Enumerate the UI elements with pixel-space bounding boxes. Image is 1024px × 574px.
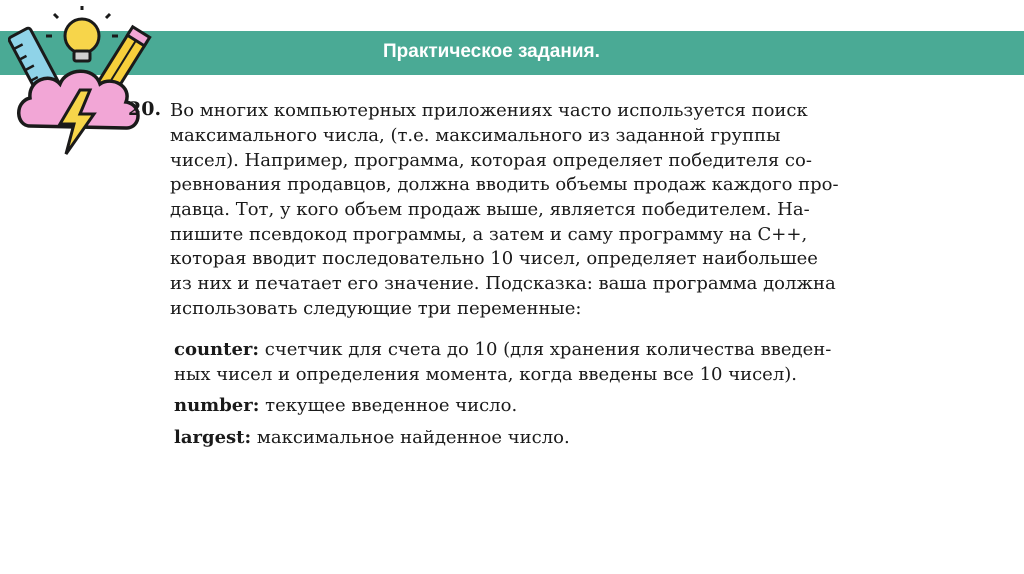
slide-title: Практическое задания. [383,41,600,62]
variable-counter-continued [174,364,797,385]
idea-cloud-icon [8,6,158,158]
task-text-line: максимального числа, (т.е. максимального из заданной группы [170,125,781,146]
variable-description: текущее введенное число. [265,395,518,416]
variable-name: number: [174,395,260,416]
variable-largest [174,427,570,448]
task-text-line: давца. Тот, у кого объем продаж выше, является победителем. На- [170,199,810,220]
task-text-line: из них и печатает его значение. Подсказка: ваша программа должна [170,273,836,294]
task-text-line: ревнования продавцов, должна вводить объемы продаж каждого про- [170,174,839,195]
task-text-line: которая вводит последовательно 10 чисел, определяет наибольшее [170,248,818,269]
variable-counter [174,339,831,360]
variable-name: counter: [174,339,260,360]
task-text-line: чисел). Например, программа, которая определяет победителя со- [170,150,812,171]
task-text-line: Во многих компьютерных приложениях часто используется поиск [170,100,808,121]
variable-number [174,395,517,416]
variable-name: largest: [174,427,252,448]
variable-description: счетчик для счета до 10 (для хранения количества введен- [264,339,832,360]
task-number: 20. [128,98,162,120]
variable-description: ных чисел и определения момента, когда введены все 10 чисел). [174,364,798,385]
task-text-line: использовать следующие три переменные: [170,298,582,319]
variable-description: максимальное найденное число. [256,427,570,448]
lightbulb-icon [46,6,118,61]
task-text-line: пишите псевдокод программы, а затем и саму программу на C++, [170,224,808,245]
